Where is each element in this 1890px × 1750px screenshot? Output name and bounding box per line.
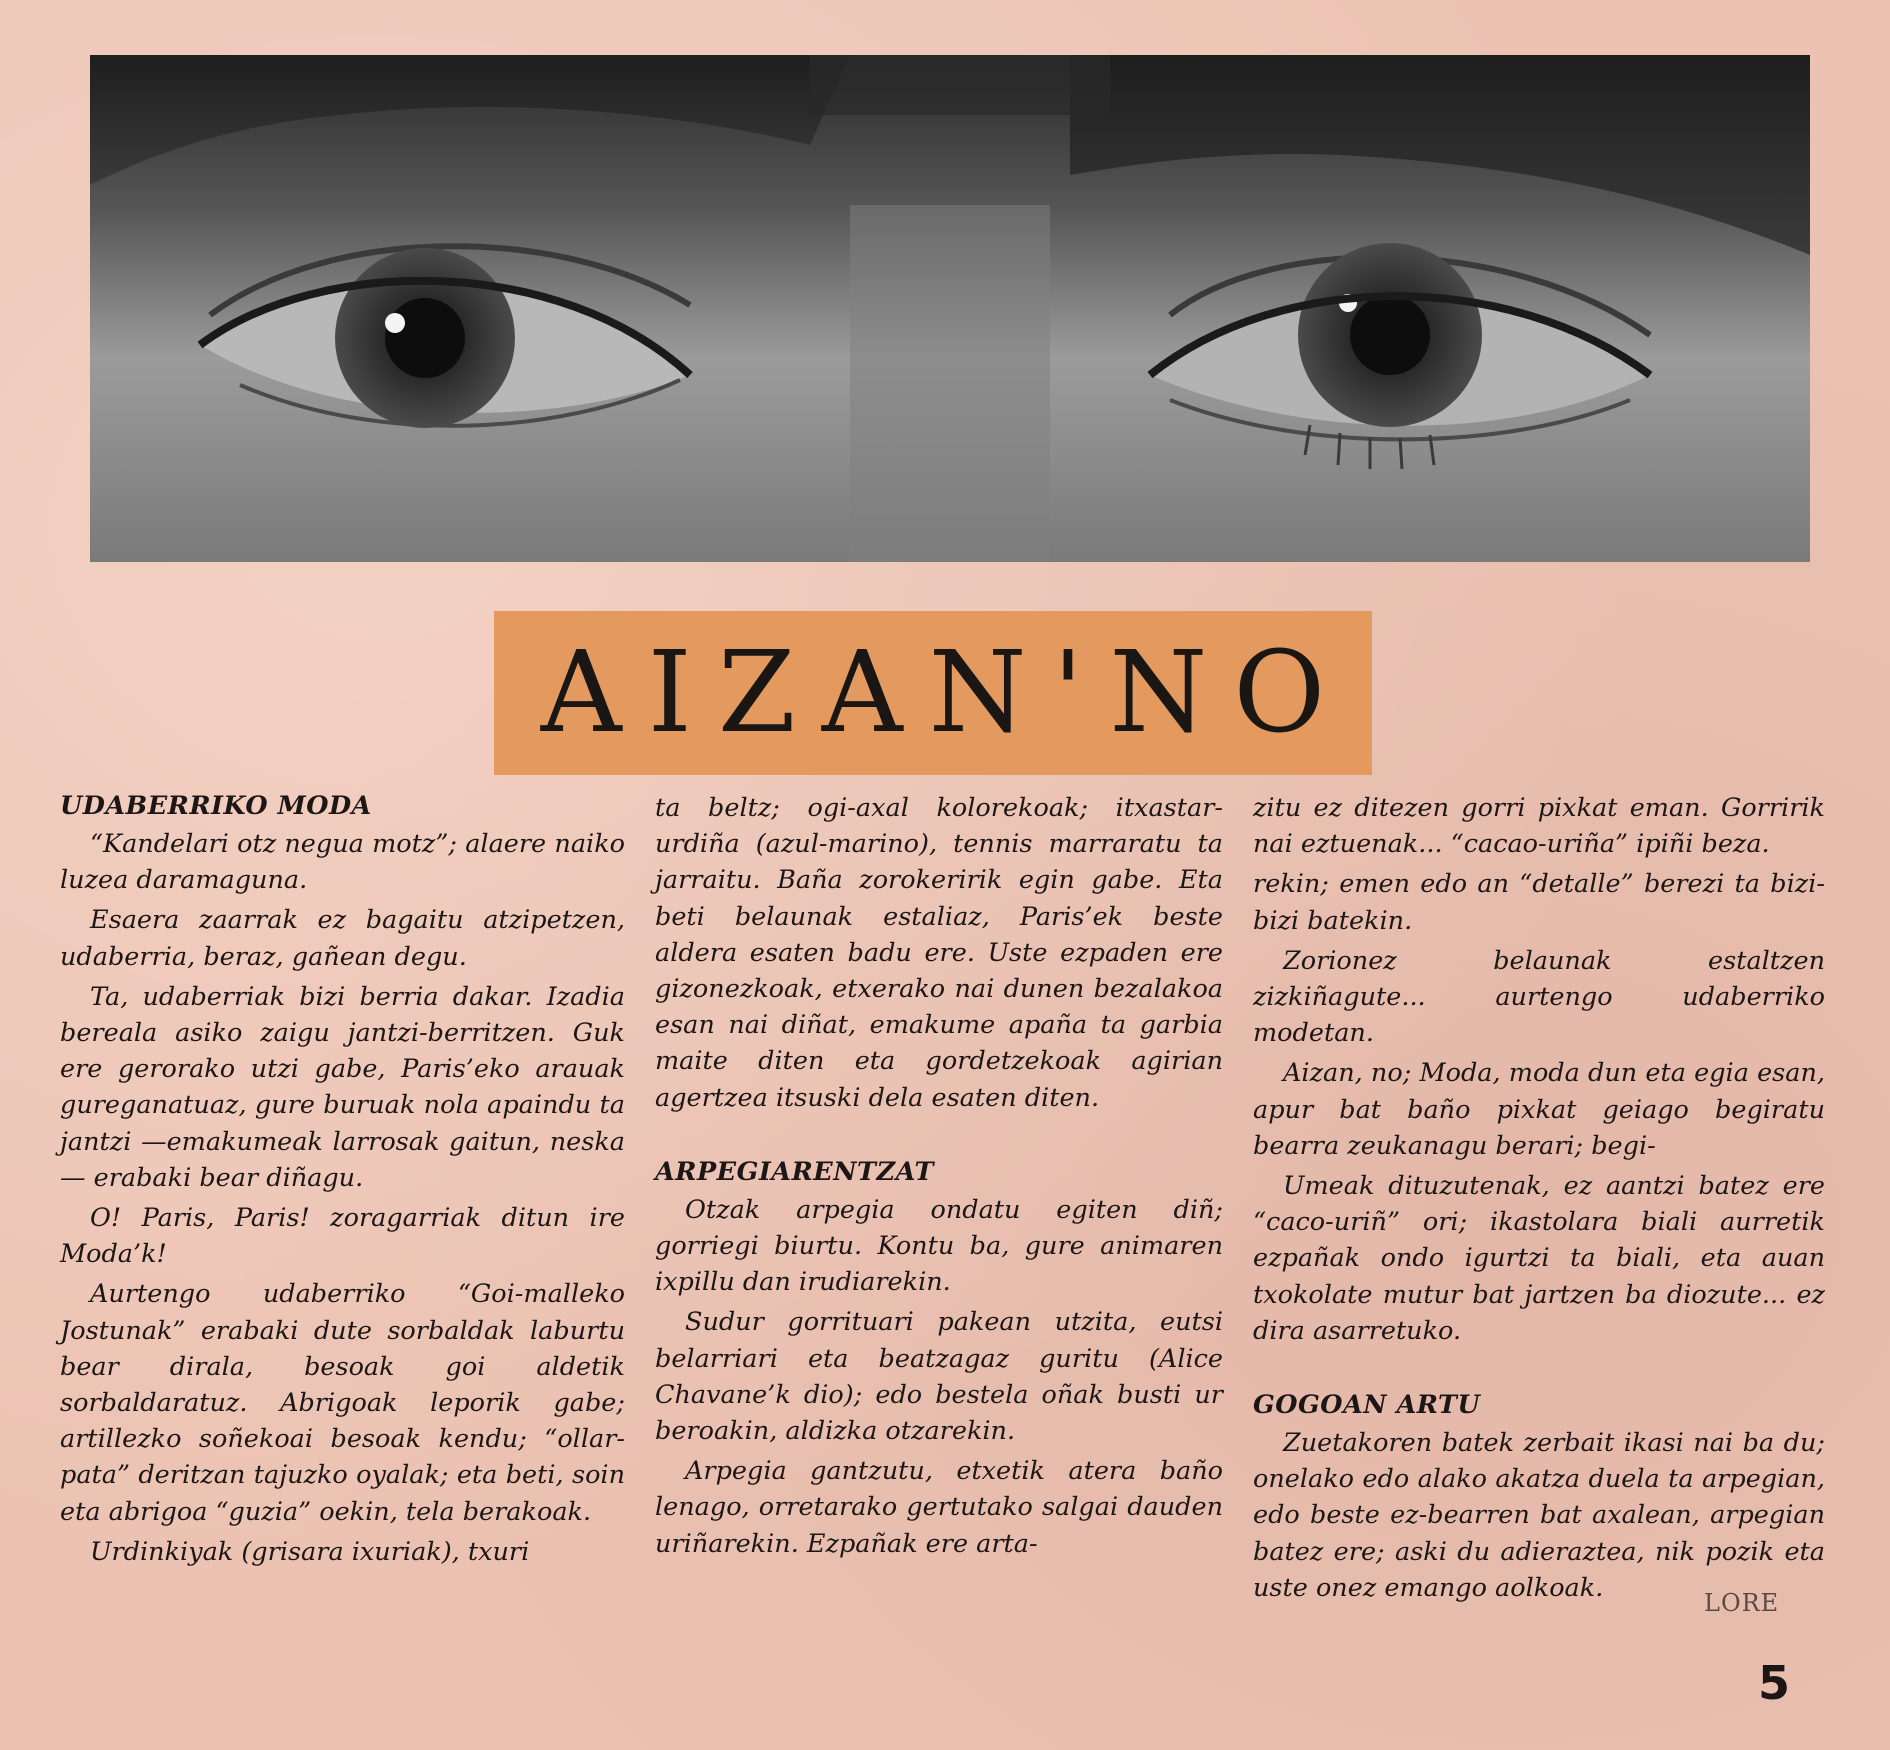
- column-3: [1253, 790, 1825, 1610]
- paragraph: rekin; emen edo an “detalle” berezi ta bizi-bizi batekin.: [1253, 869, 1825, 936]
- paragraph: zitu ez ditezen gorri pixkat eman. Gorririk nai eztuenak... “cacao-uriña” ipiñi beza.: [1253, 793, 1825, 860]
- paragraph: ta beltz; ogi-axal kolorekoak; itxastar-urdiña (azul-marino), tennis marraratu ta jarraitu. Baña zorokeririk egin gabe. Eta beti belaunak estaliaz, Paris’ek beste aldera esaten badu ere. Uste ezpaden ere gizonezkoak, etxerako nai dunen bezalakoa esan nai diñat, emakume apaña ta garbia maite diten eta gordetzekoak agirian agertzea itsuski dela esaten diten.: [655, 793, 1223, 1113]
- paragraph: Zuetakoren batek zerbait ikasi nai ba du; onelako edo alako akatza duela ta arpegian, edo beste ez-bearren bat axalean, arpegian batez ere; aski du adieraztea, nik pozik eta uste onez emango aolkoak.: [1253, 1428, 1825, 1603]
- paragraph: Sudur gorrituari pakean utzita, eutsi belarriari eta beatzagaz guritu (Alice Chavane’k dio); edo bestela oñak busti ur beroakin, aldizka otzarekin.: [655, 1307, 1223, 1447]
- eyes-illustration: [90, 55, 1810, 562]
- page-number: 5: [1758, 1656, 1791, 1710]
- article-title: AIZAN'NO: [540, 628, 1352, 758]
- section-heading: UDABERRIKO MODA: [60, 791, 372, 821]
- paragraph: Umeak dituzutenak, ez aantzi batez ere “caco-uriñ” ori; ikastolara biali aurretik ezpañak ondo igurtzi ta biali, eta auan txokolate mutur bat jartzen ba diozute... ez dira asarretuko.: [1253, 1171, 1825, 1346]
- paragraph: Urdinkiyak (grisara ixuriak), txuri: [90, 1536, 530, 1567]
- paragraph: Ta, udaberriak bizi berria dakar. Izadia bereala asiko zaigu jantzi-berritzen. Guk ere gerorako utzi gabe, Paris’eko arauak gureganatuaz, gure buruak nola apaindu ta jantzi —emakumeak larrosak gaitun, neska— erabaki bear diñagu.: [60, 981, 625, 1193]
- section-heading: GOGOAN ARTU: [1253, 1390, 1481, 1421]
- author-signature: LORE: [1704, 1589, 1780, 1617]
- paragraph: Arpegia gantzutu, etxetik atera baño lenago, orretarako gertutako salgai dauden uriñarekin. Ezpañak ere arta-: [655, 1456, 1223, 1559]
- paragraph: O! Paris, Paris! zoragarriak ditun ire Moda’k!: [60, 1203, 625, 1270]
- column-1: [60, 788, 625, 1574]
- paragraph: Aurtengo udaberriko “Goi-malleko Jostunak” erabaki dute sorbaldak laburtu bear dirala, besoak goi aldetik sorbaldaratuz. Abrigoak leporik gabe; artillezko soñekoai besoak kendu; “ollar-pata” deritzan tajuzko oyalak; eta beti, soin eta abrigoa “guzia” oekin, tela berakoak.: [60, 1279, 625, 1527]
- paragraph: Esaera zaarrak ez bagaitu atzipetzen, udaberria, beraz, gañean degu.: [60, 905, 625, 972]
- column-2: [655, 790, 1223, 1566]
- title-banner: [494, 611, 1372, 775]
- paragraph: Otzak arpegia ondatu egiten diñ; gorriegi biurtu. Kontu ba, gure animaren ixpillu dan irudiarekin.: [655, 1194, 1223, 1298]
- section-heading: ARPEGIARENTZAT: [655, 1156, 934, 1187]
- paragraph: Aizan, no; Moda, moda dun eta egia esan, apur bat baño pixkat geiago begiratu bearra zeukanagu berari; begi-: [1253, 1058, 1825, 1161]
- paragraph: “Kandelari otz negua motz”; alaere naiko luzea daramaguna.: [60, 829, 625, 896]
- paragraph: Zorionez belaunak estaltzen zizkiñagute... aurtengo udaberriko modetan.: [1253, 945, 1825, 1049]
- eyes-photo: [90, 55, 1810, 562]
